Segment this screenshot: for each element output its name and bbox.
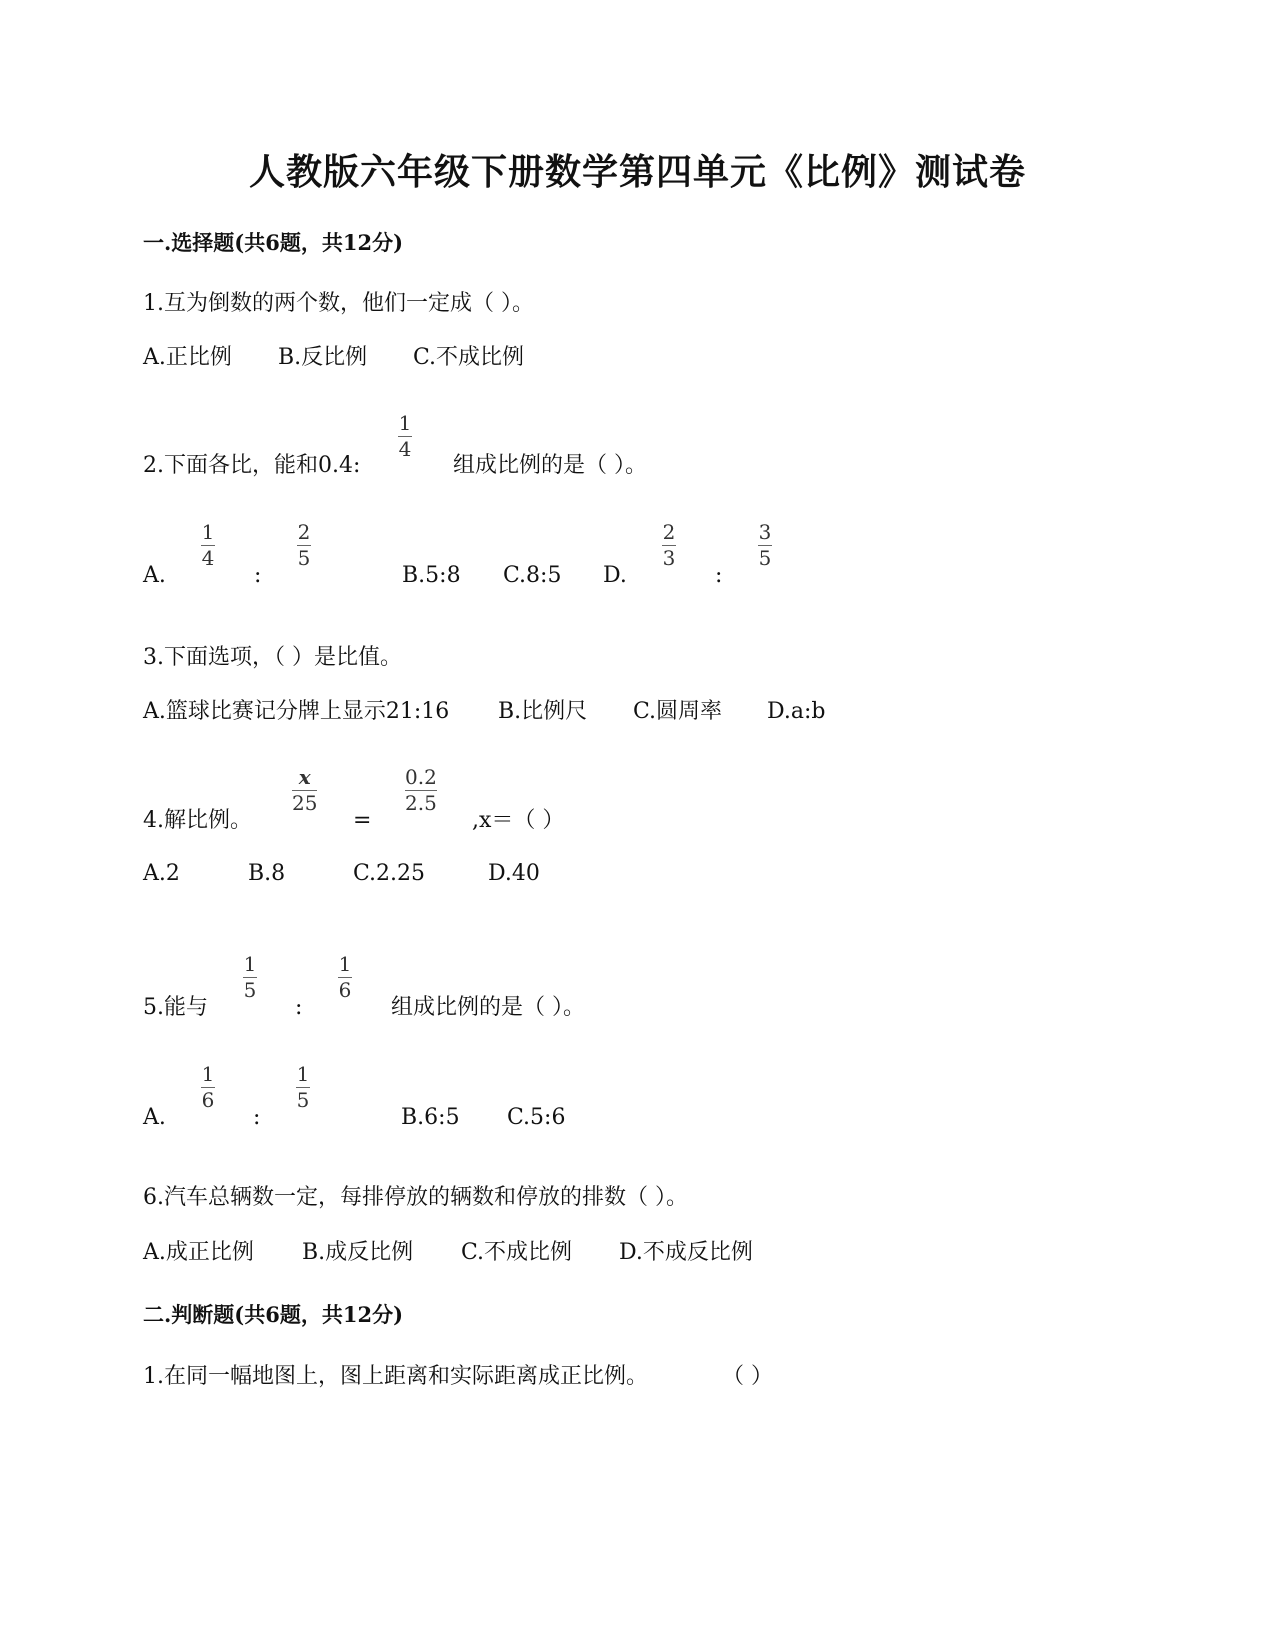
question-5-stem-prefix: 5.能与 <box>143 995 208 1020</box>
question-4-fraction-0-2-over-2-5 <box>405 766 437 814</box>
question-5-option-a-label: A. <box>143 1105 166 1130</box>
question-5-stem-fraction-2 <box>338 953 352 1001</box>
question-3-option-a: A.篮球比赛记分牌上显示21:16 <box>143 699 450 724</box>
question-5-stem-fraction-1 <box>243 953 257 1001</box>
question-2-option-d-colon: : <box>715 563 723 588</box>
fraction-denominator: 4 <box>398 437 412 461</box>
question-1-stem: 1.互为倒数的两个数，他们一定成（ ）。 <box>143 291 534 316</box>
fraction-denominator: 5 <box>297 546 311 570</box>
question-6-option-a: A.成正比例 <box>143 1240 254 1265</box>
question-2-stem-prefix: 2.下面各比，能和0.4: <box>143 453 361 478</box>
question-6-option-d: D.不成反比例 <box>619 1240 753 1265</box>
fraction-numerator: 2 <box>662 520 676 544</box>
question-4-fraction-x-over-25 <box>292 766 317 814</box>
question-2-option-a-label: A. <box>143 563 166 588</box>
question-2-option-d-fraction-2 <box>758 521 772 569</box>
question-1-option-b: B.反比例 <box>278 345 368 370</box>
section-heading-choice: 一.选择题(共6题，共12分) <box>143 230 404 255</box>
question-4-equals: = <box>353 808 372 833</box>
question-2-option-a-fraction-2 <box>297 521 311 569</box>
fraction-denominator: 25 <box>292 791 318 815</box>
question-2-option-d-label: D. <box>603 563 627 588</box>
question-4-option-c: C.2.25 <box>353 861 426 886</box>
question-1-option-c: C.不成比例 <box>413 345 525 370</box>
question-5-option-a-fraction-1 <box>201 1063 215 1111</box>
fraction-denominator: 6 <box>338 978 352 1002</box>
fraction-numerator: x <box>298 765 311 789</box>
question-5-stem-colon: : <box>295 995 303 1020</box>
question-4-option-a: A.2 <box>143 861 180 886</box>
fraction-numerator: 2 <box>297 520 311 544</box>
fraction-denominator: 5 <box>243 978 257 1002</box>
question-3-option-c: C.圆周率 <box>633 699 723 724</box>
question-3-option-d: D.a:b <box>767 699 826 724</box>
judgment-1-answer-paren: （ ） <box>722 1364 773 1389</box>
question-5-option-a-fraction-2 <box>296 1063 310 1111</box>
fraction-denominator: 5 <box>296 1088 310 1112</box>
fraction-numerator: 1 <box>201 1062 215 1086</box>
question-5-option-a-colon: : <box>253 1105 261 1130</box>
fraction-numerator: 1 <box>398 411 412 435</box>
question-2-option-c: C.8:5 <box>503 563 562 588</box>
judgment-1-stem: 1.在同一幅地图上，图上距离和实际距离成正比例。 <box>143 1364 648 1389</box>
question-3-stem: 3.下面选项，（ ）是比值。 <box>143 645 402 670</box>
fraction-denominator: 5 <box>758 546 772 570</box>
section-heading-judgment: 二.判断题(共6题，共12分) <box>143 1302 404 1327</box>
fraction-numerator: 3 <box>758 520 772 544</box>
fraction-denominator: 3 <box>662 546 676 570</box>
fraction-numerator: 1 <box>243 952 257 976</box>
page-title: 人教版六年级下册数学第四单元《比例》测试卷 <box>248 151 1026 193</box>
question-1-option-a: A.正比例 <box>143 345 232 370</box>
question-4-option-b: B.8 <box>248 861 286 886</box>
question-4-option-d: D.40 <box>488 861 540 886</box>
question-2-option-a-colon: : <box>254 563 262 588</box>
question-5-option-c: C.5:6 <box>507 1105 566 1130</box>
question-2-stem-suffix: 组成比例的是（ ）。 <box>453 453 647 478</box>
question-4-stem-prefix: 4.解比例。 <box>143 808 252 833</box>
question-6-option-c: C.不成比例 <box>461 1240 573 1265</box>
fraction-numerator: 1 <box>296 1062 310 1086</box>
question-4-stem-suffix: ,x＝（ ） <box>472 808 565 833</box>
question-2-option-a-fraction-1 <box>201 521 215 569</box>
question-2-option-b: B.5:8 <box>402 563 461 588</box>
question-3-option-b: B.比例尺 <box>498 699 588 724</box>
fraction-denominator: 6 <box>201 1088 215 1112</box>
question-6-option-b: B.成反比例 <box>302 1240 414 1265</box>
fraction-denominator: 2.5 <box>405 791 437 815</box>
question-2-option-d-fraction-1 <box>662 521 676 569</box>
question-2-stem-fraction <box>398 412 412 460</box>
question-5-stem-suffix: 组成比例的是（ ）。 <box>391 995 585 1020</box>
fraction-numerator: 0.2 <box>405 765 437 789</box>
question-6-stem: 6.汽车总辆数一定，每排停放的辆数和停放的排数（ ）。 <box>143 1185 688 1210</box>
fraction-denominator: 4 <box>201 546 215 570</box>
fraction-numerator: 1 <box>201 520 215 544</box>
question-5-option-b: B.6:5 <box>401 1105 460 1130</box>
fraction-numerator: 1 <box>338 952 352 976</box>
